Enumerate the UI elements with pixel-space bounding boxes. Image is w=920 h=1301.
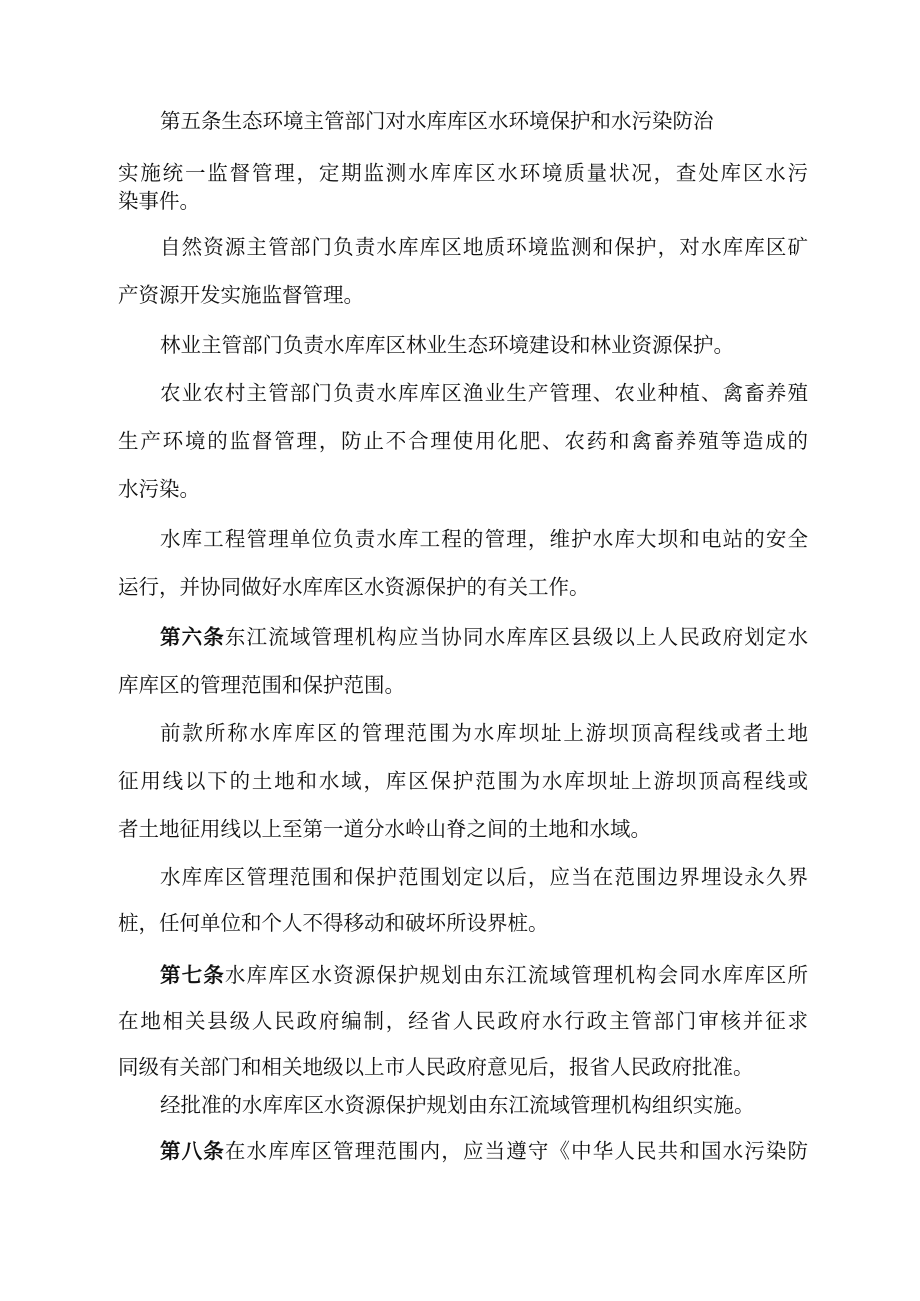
paragraph-line: 在地相关县级人民政府编制，经省人民政府水行政主管部门审核并征求 xyxy=(118,1009,808,1033)
paragraph-line xyxy=(160,624,808,650)
paragraph-line: 运行，并协同做好水库库区水资源保护的有关工作。 xyxy=(118,575,590,599)
article-number: 第六条 xyxy=(160,625,225,649)
paragraph-line: 实施统一监督管理，定期监测水库库区水环境质量状况，查处库区水污 xyxy=(118,161,808,185)
article-number: 第八条 xyxy=(160,1139,225,1163)
paragraph-line: 水库工程管理单位负责水库工程的管理，维护水库大坝和电站的安全 xyxy=(160,527,808,551)
paragraph-line: 林业主管部门负责水库库区林业生态环境建设和林业资源保护。 xyxy=(160,333,734,357)
paragraph-line: 产资源开发实施监督管理。 xyxy=(118,283,364,307)
paragraph-line: 经批准的水库库区水资源保护规划由东江流域管理机构组织实施。 xyxy=(160,1093,755,1117)
paragraph-line: 农业农村主管部门负责水库库区渔业生产管理、农业种植、禽畜养殖 xyxy=(160,381,808,405)
paragraph-text: 在水库库区管理范围内，应当遵守《中华人民共和国水污染防 xyxy=(224,1139,809,1163)
paragraph-line: 桩，任何单位和个人不得移动和破坏所设界桩。 xyxy=(118,911,549,935)
paragraph-line: 前款所称水库库区的管理范围为水库坝址上游坝顶高程线或者土地 xyxy=(160,721,808,745)
paragraph-line: 水污染。 xyxy=(118,477,200,501)
paragraph-text: 东江流域管理机构应当协同水库库区县级以上人民政府划定水 xyxy=(224,625,809,649)
paragraph-line: 自然资源主管部门负责水库库区地质环境监测和保护，对水库库区矿 xyxy=(160,235,808,259)
article-number: 第七条 xyxy=(160,963,225,987)
paragraph-line: 生产环境的监督管理，防止不合理使用化肥、农药和禽畜养殖等造成的 xyxy=(118,429,808,453)
paragraph-line xyxy=(160,1138,808,1164)
paragraph-line: 同级有关部门和相关地级以上市人民政府意见后，报省人民政府批准。 xyxy=(118,1055,754,1079)
paragraph-text: 水库库区水资源保护规划由东江流域管理机构会同水库库区所 xyxy=(224,963,809,987)
paragraph-line xyxy=(160,962,808,988)
paragraph-line: 者土地征用线以上至第一道分水岭山脊之间的土地和水域。 xyxy=(118,817,651,841)
paragraph-line: 水库库区管理范围和保护范围划定以后，应当在范围边界埋设永久界 xyxy=(160,865,808,889)
paragraph-line: 第五条生态环境主管部门对水库库区水环境保护和水污染防治 xyxy=(160,109,714,133)
paragraph-line: 染事件。 xyxy=(118,189,200,213)
paragraph-line: 库库区的管理范围和保护范围。 xyxy=(118,673,405,697)
paragraph-line: 征用线以下的土地和水域，库区保护范围为水库坝址上游坝顶高程线或 xyxy=(118,769,808,793)
